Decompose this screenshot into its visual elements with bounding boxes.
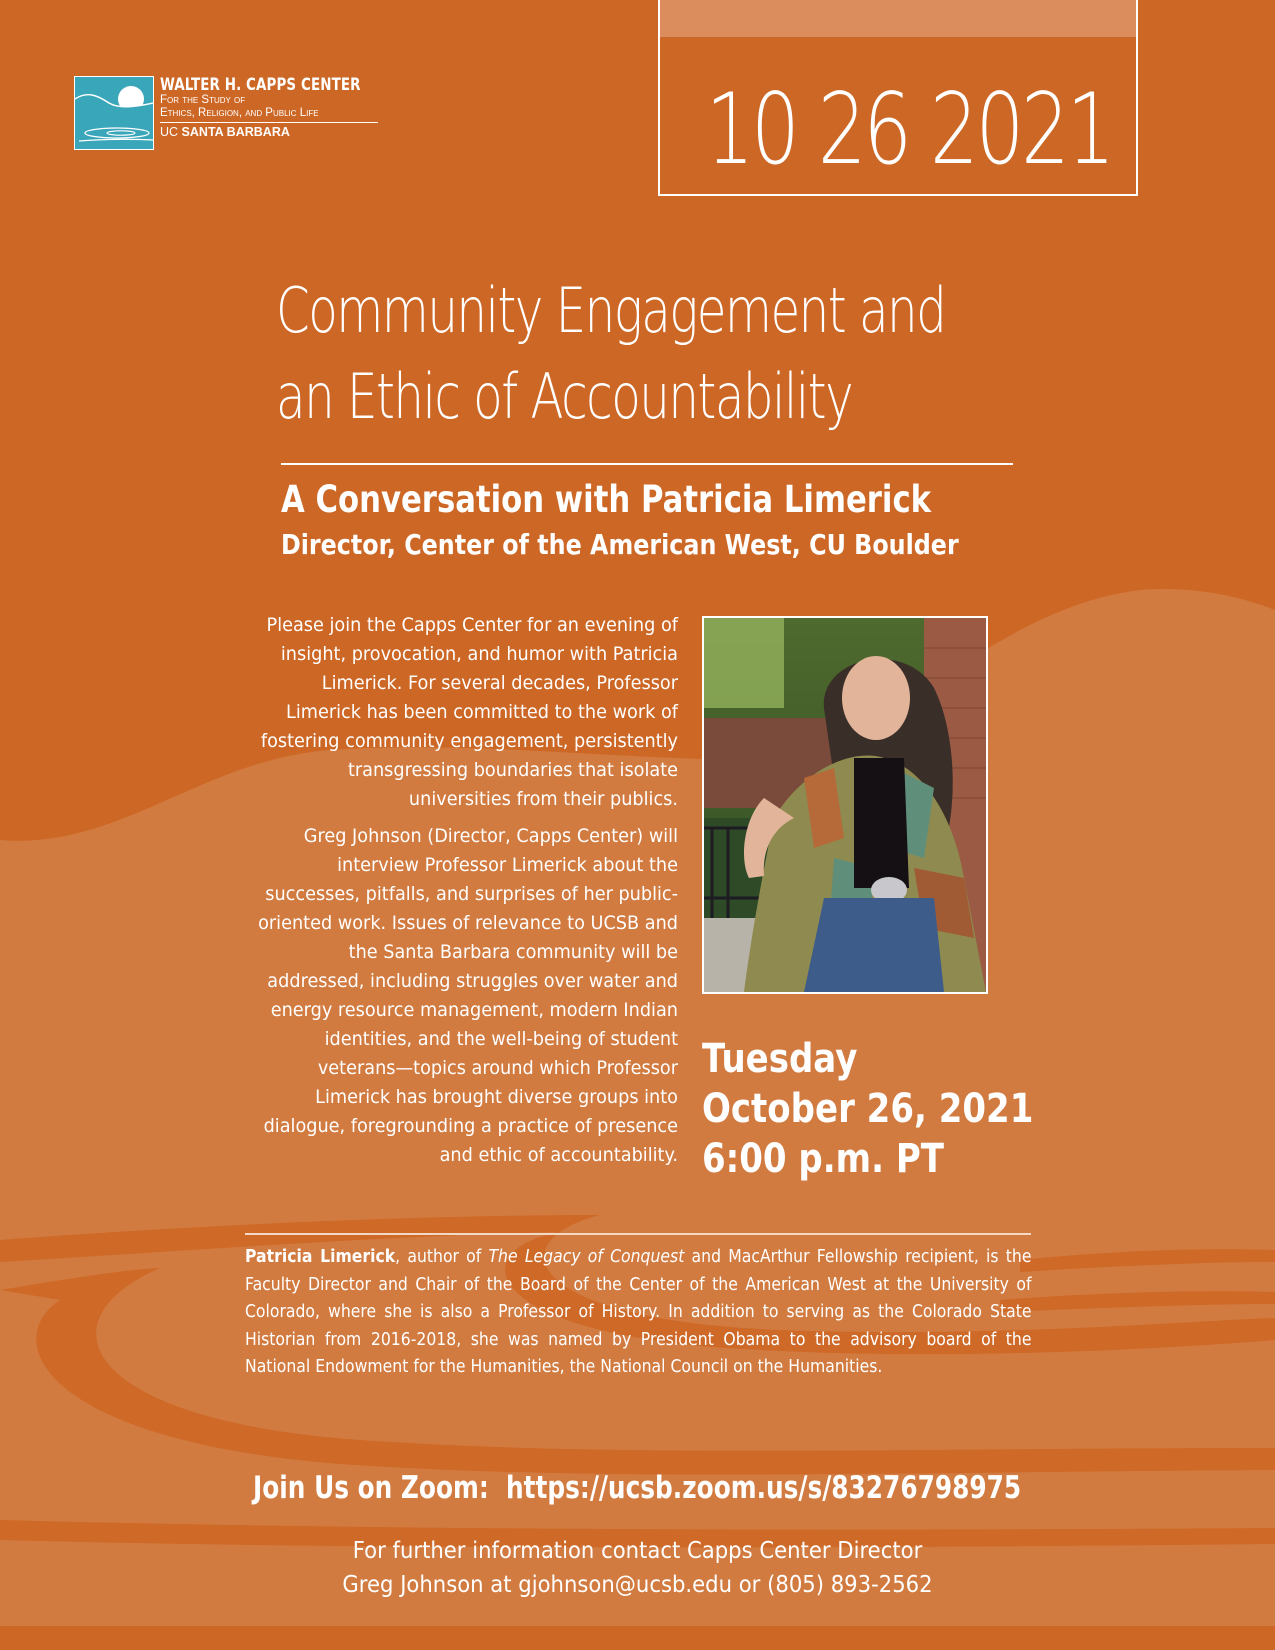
event-description bbox=[218, 611, 678, 1178]
bio-text-1: , author of bbox=[395, 1246, 489, 1267]
logo-divider bbox=[160, 122, 378, 123]
speaker-affiliation: Director, Center of the American West, CU Boulder bbox=[281, 528, 959, 561]
title-line-2: an Ethic of Accountability bbox=[276, 360, 853, 433]
bio-text-2: and MacArthur Fellowship recipient, is the Faculty Director and Chair of the Board of the Center of the American West at the University of Colorado, where she is also a Professor of History. In addition to serving as the Colorado State Historian from 2016-2018, she was named by President Obama to the advisory board of the National Endowment for the Humanities, the National Council on the Humanities. bbox=[245, 1246, 1032, 1377]
contact-info bbox=[0, 1534, 1275, 1602]
title-line-1: Community Engagement and bbox=[276, 274, 946, 347]
description-paragraph-2: Greg Johnson (Director, Capps Center) will interview Professor Limerick about the successes, pitfalls, and surprises of her public-oriented work. Issues of relevance to UCSB and the Santa Barbara community will be addressed, including struggles over water and energy resource management, modern Indian identities, and the well-being of student veterans—topics around which Professor Limerick has brought diverse groups into dialogue, foregrounding a practice of presence and ethic of accountability. bbox=[258, 825, 678, 1166]
logo-name: WALTER H. CAPPS CENTER bbox=[160, 75, 361, 95]
logo-uc: UC bbox=[160, 125, 179, 139]
bio-book-title: The Legacy of Conquest bbox=[488, 1246, 685, 1267]
capps-center-logo bbox=[74, 76, 368, 150]
date-box-band bbox=[660, 0, 1136, 37]
date-box-text: 10 26 2021 bbox=[705, 73, 1112, 187]
zoom-label: Join Us on Zoom: bbox=[253, 1470, 490, 1506]
subtitle: A Conversation with Patricia Limerick bbox=[281, 478, 932, 521]
event-day: Tuesday bbox=[702, 1036, 858, 1082]
event-date: October 26, 2021 bbox=[702, 1086, 1034, 1132]
logo-campus bbox=[160, 125, 368, 139]
zoom-join-line bbox=[0, 1468, 1275, 1508]
bio-name: Patricia Limerick bbox=[245, 1246, 396, 1267]
contact-line-1: For further information contact Capps Center Director bbox=[352, 1538, 923, 1564]
logo-subtitle-1: For the Study of bbox=[160, 94, 246, 106]
speaker-bio bbox=[245, 1243, 1031, 1381]
event-datetime bbox=[702, 1034, 1033, 1184]
contact-line-2: Greg Johnson at gjohnson@ucsb.edu or (805) 893-2562 bbox=[342, 1572, 933, 1598]
description-paragraph-1: Please join the Capps Center for an evening of insight, provocation, and humor with Patricia Limerick. For several decades, Professor Limerick has been committed to the work of fostering community engagement, persistently transgressing boundaries that isolate universities from their publics. bbox=[260, 614, 678, 810]
speaker-photo bbox=[702, 616, 988, 994]
logo-subtitle-2: Ethics, Religion, and Public Life bbox=[160, 107, 319, 119]
zoom-link[interactable]: https://ucsb.zoom.us/s/83276798975 bbox=[506, 1470, 1022, 1506]
page-title bbox=[276, 268, 945, 440]
date-box bbox=[658, 0, 1138, 196]
bio-divider bbox=[245, 1233, 1031, 1235]
sunset-water-logo-icon bbox=[74, 76, 154, 150]
title-divider bbox=[281, 463, 1013, 465]
event-time: 6:00 p.m. PT bbox=[702, 1136, 944, 1182]
logo-campus-name: SANTA BARBARA bbox=[181, 125, 290, 139]
